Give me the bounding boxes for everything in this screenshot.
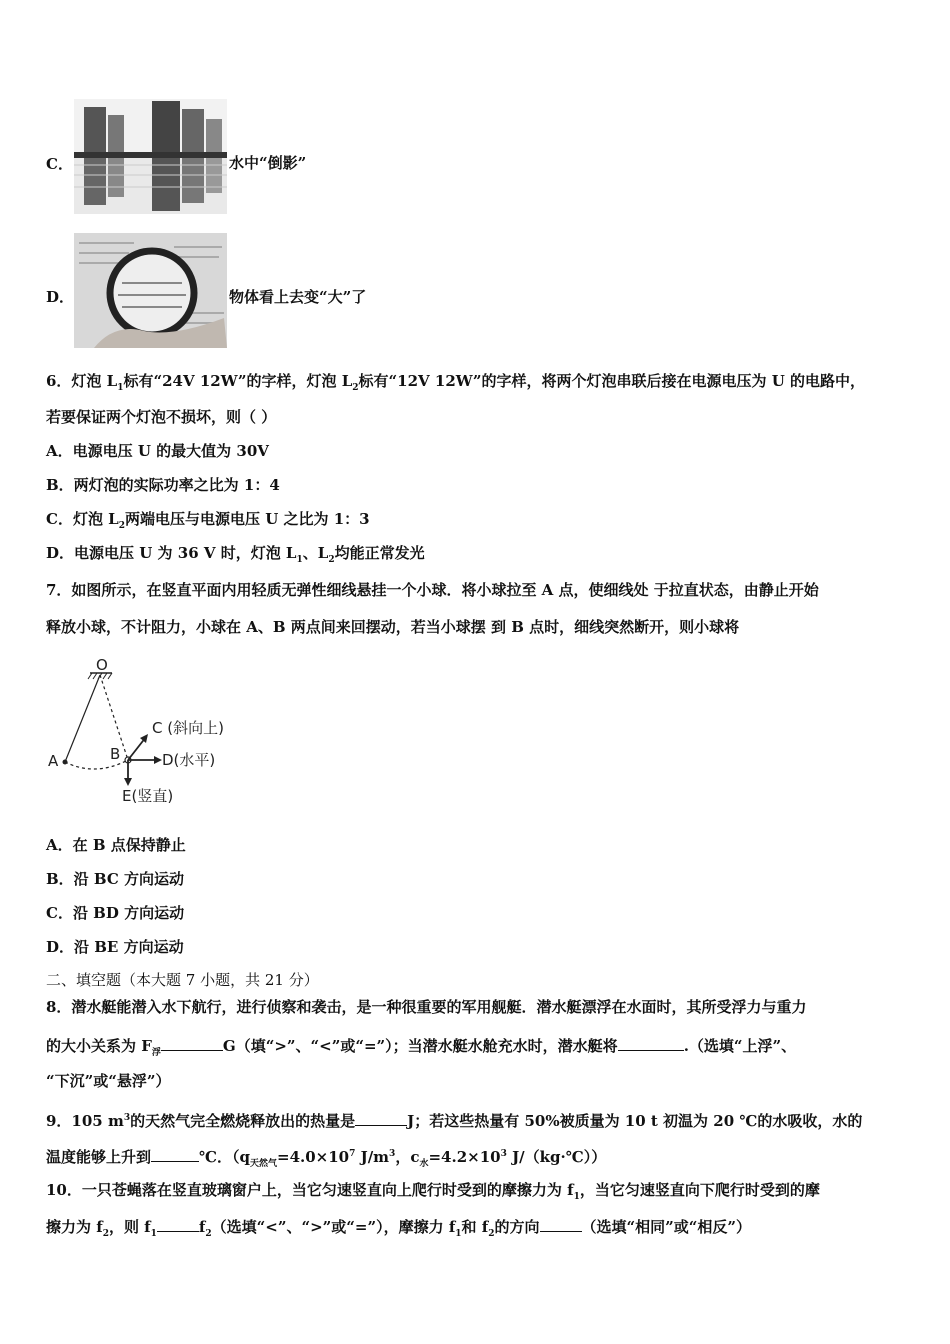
q10-stem-line1: 10．一只苍蝇落在竖直玻璃窗户上，当它匀速竖直向上爬行时受到的摩擦力为 $f_1$，当它匀速竖直向下爬行时受到的摩 — [46, 1181, 820, 1202]
q8-blank-2[interactable] — [618, 1035, 684, 1051]
q7-option-c: C．沿 BD 方向运动 — [46, 904, 185, 922]
magnifier-photo-icon — [74, 233, 227, 348]
option-c-caption: 水中“倒影” — [229, 154, 307, 172]
label-a: A — [48, 752, 59, 770]
q8-stem-line2: 的大小关系为 $F_浮$ G（填“>”、“<”或“=”）；当潜水艇水舱充水时，潜水艇将 .（选填“上浮”、 — [46, 1037, 797, 1058]
q8-stem-line1: 8．潜水艇能潜入水下航行，进行侦察和袭击，是一种很重要的军用舰艇．潜水艇漂浮在水面时，其所受浮力与重力 — [46, 998, 807, 1016]
label-d: D(水平) — [162, 751, 216, 769]
q9-stem-line2: 温度能够上升到 ℃．（$q_{天然气}=4.0\times 10^7$ $J/m^3$，$c_水=4.2\times 10^3$ J/（kg·℃）） — [46, 1148, 607, 1169]
q7-option-b: B．沿 BC 方向运动 — [46, 870, 185, 888]
q10-blank-2[interactable] — [540, 1216, 582, 1232]
q6-option-d: D．电源电压 U 为 36 V 时，灯泡 $L_1$、$L_2$均能正常发光 — [46, 544, 425, 565]
label-b: B — [110, 745, 121, 763]
label-o: O — [96, 656, 108, 674]
q6-stem-line1: 6．灯泡 $L_1$标有“24V 12W”的字样，灯泡 $L_2$标有“12V 12W”的字样，将两个灯泡串联后接在电源电压为 U 的电路中， — [46, 372, 866, 393]
q9-stem-line1: 9．105 $m^3$的天然气完全燃烧释放出的热量是 J；若这些热量有 50%被质量为 10 t 初温为 20 ℃的水吸收，水的 — [46, 1112, 863, 1130]
q7-option-a: A．在 B 点保持静止 — [46, 836, 186, 854]
q6-option-a: A．电源电压 U 的最大值为 30V — [46, 442, 269, 460]
reflection-photo-icon — [74, 99, 227, 214]
q10-stem-line2: 擦力为 $f_2$，则 $f_1$ $f_2$（选填“<”、“>”或“=”），摩擦力 $f_1$和 $f_2$的方向 （选填“相同”或“相反”） — [46, 1218, 752, 1239]
q7-option-d: D．沿 BE 方向运动 — [46, 938, 184, 956]
option-d-label: D． — [46, 288, 75, 306]
q6-stem-line2: 若要保证两个灯泡不损坏，则（ ） — [46, 408, 277, 426]
label-e: E(竖直) — [122, 787, 174, 805]
option-c-label: C． — [46, 155, 73, 173]
option-d-caption: 物体看上去变“大”了 — [229, 288, 367, 306]
label-c: C (斜向上) — [152, 719, 224, 737]
q8-stem-line3: “下沉”或“悬浮”） — [46, 1072, 171, 1090]
q6-option-b: B．两灯泡的实际功率之比为 1：4 — [46, 476, 280, 494]
q7-stem-line2: 释放小球，不计阻力，小球在 A、B 两点间来回摆动，若当小球摆 到 B 点时，细线突然断开，则小球将 — [46, 618, 740, 636]
pendulum-diagram — [40, 655, 250, 810]
q6-option-c: C．灯泡 $L_2$两端电压与电源电压 U 之比为 1：3 — [46, 510, 370, 531]
section-2-title: 二、填空题（本大题 7 小题，共 21 分） — [46, 971, 319, 989]
q9-blank-1[interactable] — [355, 1110, 407, 1126]
q8-blank-1[interactable] — [161, 1035, 223, 1051]
q7-stem-line1: 7．如图所示，在竖直平面内用轻质无弹性细线悬挂一个小球．将小球拉至 A 点，使细线处 于拉直状态，由静止开始 — [46, 581, 819, 599]
q9-blank-2[interactable] — [151, 1146, 199, 1162]
q10-blank-1[interactable] — [157, 1216, 199, 1232]
